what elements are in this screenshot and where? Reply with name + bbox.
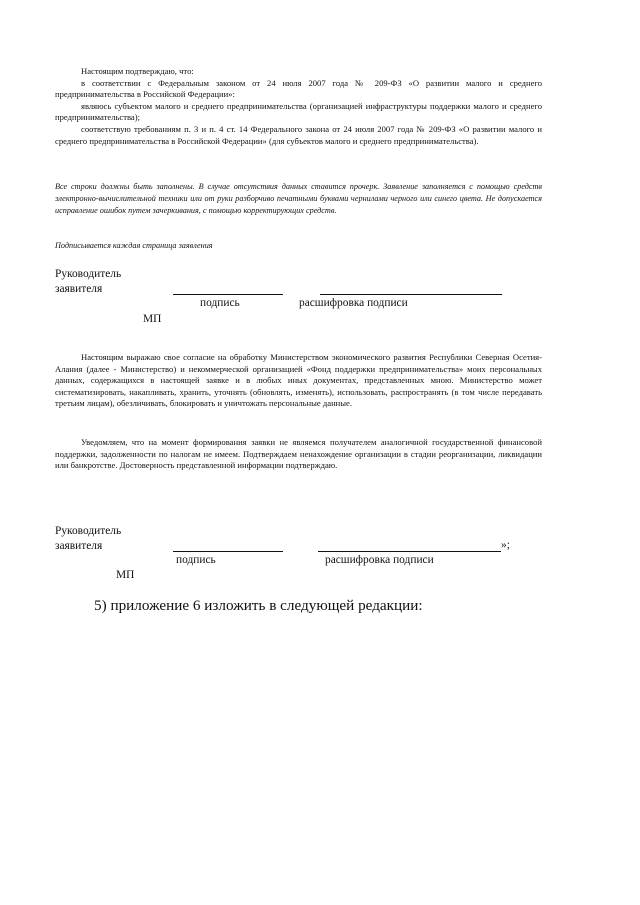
- confirmation-intro: Настоящим подтверждаю, что:: [81, 66, 194, 76]
- signer-role-line2: заявителя: [55, 540, 103, 552]
- stamp-place: МП: [143, 313, 162, 325]
- signature-label: подпись: [200, 297, 240, 309]
- fill-instructions: [55, 181, 542, 216]
- signature-decode-line[interactable]: [318, 551, 501, 552]
- fill-rules-text: Все строки должны быть заполнены. В случае отсутствия данных ставится прочерк. Заявление заполняется с помощью средств электронно-вычислительной техники или от руки разборчиво печатными буквами чернилами черного или синего цвета. Не допускается исправление ошибок путем зачеркивания, с помощью корректирующих средств.: [55, 182, 542, 215]
- signer-role-line1: Руководитель: [55, 268, 122, 280]
- confirmation-item-requirements: соответствую требованиям п. 3 и п. 4 ст. 14 Федерального закона от 24 июля 2007 года № 209-ФЗ «О развитии малого и среднего предпринимательства в Российской Федерации» (для субъектов малого и среднего предпринимательства).: [55, 123, 542, 146]
- consent-text: Настоящим выражаю свое согласие на обработку Министерством экономического развития Республики Северная Осетия-Алания (далее - Министерство) и некоммерческой организацией «Фонд поддержки предпринимательства» моих персональных данных, содержащихся в настоящей заявке и в любых иных документах, представленных мною. Министерство может систематизировать, накапливать, хранить, уточнять (обновлять, изменять), использовать, распространять (в том числе передавать третьим лицам), обезличивать, блокировать и уничтожать персональные данные.: [55, 352, 542, 409]
- confirmation-section: [55, 66, 542, 147]
- sign-instruction: [55, 240, 542, 252]
- consent-section: [55, 352, 542, 410]
- signer-role-line2: заявителя: [55, 283, 103, 295]
- signature-line[interactable]: [173, 294, 283, 295]
- confirmation-item-law: в соответствии с Федеральным законом от 24 июля 2007 года № 209-ФЗ «О развитии малого и среднего предпринимательства в Российской Федерации»:: [55, 77, 542, 100]
- sign-rule-text: Подписывается каждая страница заявления: [55, 241, 213, 250]
- amendment-heading: 5) приложение 6 изложить в следующей редакции:: [94, 597, 423, 614]
- stamp-place: МП: [116, 569, 135, 581]
- signature-label: подпись: [176, 554, 216, 566]
- signer-role-line1: Руководитель: [55, 525, 122, 537]
- signature-decode-label: расшифровка подписи: [299, 297, 408, 309]
- signature-decode-line[interactable]: [320, 294, 502, 295]
- confirmation-item-subject: являюсь субъектом малого и среднего предпринимательства (организацией инфраструктуры поддержки малого и среднего предпринимательства);: [55, 100, 542, 123]
- notice-text: Уведомляем, что на момент формирования заявки не являемся получателем аналогичной государственной финансовой поддержки, задолженности по налогам не имеем. Подтверждаем ненахождение организации в стадии реорганизации, ликвидации или банкротстве. Достоверность представленной информации подтверждаю.: [55, 437, 542, 471]
- closing-quote-mark: »;: [501, 539, 510, 551]
- notice-section: [55, 437, 542, 472]
- signature-decode-label: расшифровка подписи: [325, 554, 434, 566]
- signature-line[interactable]: [173, 551, 283, 552]
